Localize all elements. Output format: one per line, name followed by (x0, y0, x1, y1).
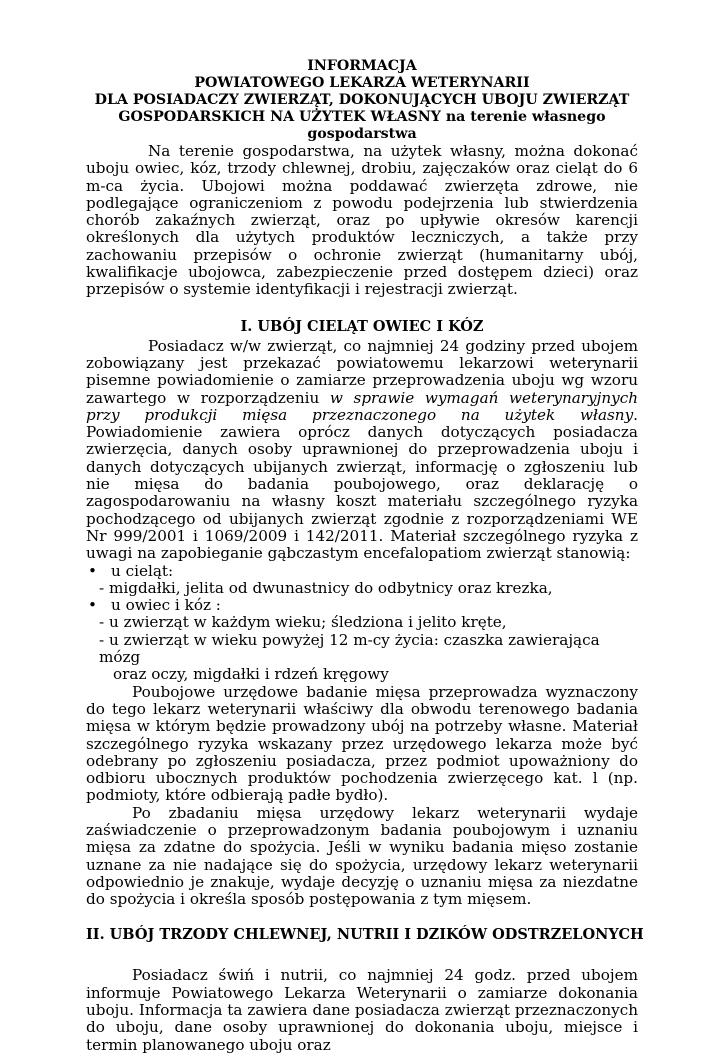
list-item-label: u cieląt: (111, 561, 174, 580)
list-subitem: - u zwierząt w wieku powyżej 12 m-cy życia: czaszka zawierająca mózg (99, 630, 600, 667)
list-item-label: u owiec i kóz : (111, 596, 221, 615)
title-line: GOSPODARSKICH NA UŻYTEK WŁASNY na terenie własnego (118, 109, 606, 125)
section1-p1-text-b: . Powiadomienie zawiera oprócz danych dotyczących posiadacza zwierzęcia, danych osoby uprawnionej do przeprowadzenia uboju i danych dotyczących ubijanych zwierząt, informację o zgłoszeniu lub nie mięsa do badania poubojowego, oraz deklarację o zagospodarowaniu na własny koszt materiału szczególnego ryzyka pochodzącego od ubijanych zwierząt zgodnie z rozporządzeniami WE Nr 999/2001 i 1069/2009 i 142/2011. Materiał szczególnego ryzyka z uwagi na zapobieganie gąbczastym encefalopatiom zwierząt stanowią: (86, 405, 638, 563)
list-subitem: - migdałki, jelita od dwunastnicy do odbytnicy oraz krezka, (99, 578, 553, 597)
document-title (86, 58, 638, 143)
section2-heading: II. UBÓJ TRZODY CHLEWNEJ, NUTRII I DZIKÓW ODSTRZELONYCH (86, 926, 644, 944)
list-subitem-continuation: oraz oczy, migdałki i rdzeń kręgowy (113, 665, 389, 684)
title-line: gospodarstwa (307, 126, 417, 142)
list-subitem: - u zwierząt w każdym wieku; śledziona i jelito kręte, (99, 613, 507, 632)
list-item-calves (86, 563, 638, 580)
section1-paragraph3: Po zbadaniu mięsa urzędowy lekarz weterynarii wydaje zaświadczenie o przeprowadzonym badania poubojowym i uznaniu mięsa za zdatne do spożycia. Jeśli w wyniku badania mięso zostanie uznane za nie nadające się do spożycia, urzędowy lekarz weterynarii odpowiednio je znakuje, wydaje decyzję o uznaniu mięsa za niezdatne do spożycia i określa sposób postępowania z tym mięsem. (86, 803, 638, 909)
section1-paragraph2: Poubojowe urzędowe badanie mięsa przeprowadza wyznaczony do tego lekarz weterynarii właściwy dla obwodu terenowego badania mięsa w którym będzie prowadzony ubój na potrzeby własne. Materiał szczególnego ryzyka wskazany przez urzędowego lekarza może być odebrany po zgłoszeniu posiadacza, przez podmiot upoważniony do odbioru ubocznych produktów pochodzenia zwierzęcego kat. l (np. podmioty, które odbierają padłe bydło). (86, 682, 638, 805)
title-line: DLA POSIADACZY ZWIERZĄT, DOKONUJĄCYCH UBOJU ZWIERZĄT (94, 92, 630, 108)
intro-paragraph: Na terenie gospodarstwa, na użytek własny, można dokonać uboju owiec, kóz, trzody chlewnej, drobiu, zajęczaków oraz cieląt do 6 m-ca życia. Ubojowi można poddawać zwierzęta zdrowe, nie podlegające ograniczeniom z powodu podejrzenia lub stwierdzenia chorób zakaźnych zwierząt, oraz po upływie okresów karencji określonych dla użytych produktów leczniczych, a także przy zachowaniu przepisów o ochronie zwierząt (humanitarny ubój, kwalifikacje ubojowca, zabezpieczenie przed dostępem dzieci) oraz przepisów o systemie identyfikacji i rejestracji zwierząt. (86, 142, 638, 299)
section1-heading: I. UBÓJ CIELĄT OWIEC I KÓZ (240, 317, 484, 335)
title-line: INFORMACJA (307, 58, 417, 74)
section2-paragraph1: Posiadacz świń i nutrii, co najmniej 24 godz. przed ubojem informuje Powiatowego Lekarza Weterynarii o zamiarze dokonania uboju. Informacja ta zawiera dane posiadacza zwierząt przeznaczonych do uboju, dane osoby uprawnionej do dokonania uboju, miejsce i termin planowanego uboju oraz (86, 966, 638, 1054)
srm-list-2 (86, 597, 638, 614)
section1-paragraph1 (86, 338, 638, 563)
document-page (86, 58, 644, 1054)
title-line: POWIATOWEGO LEKARZA WETERYNARII (194, 75, 530, 91)
list-item-sheep-goats (86, 597, 638, 614)
section1-p1-italic: w sprawie wymagań weterynaryjnych przy produkcji mięsa przeznaczonego na użytek własny (86, 388, 638, 424)
srm-list (86, 563, 638, 580)
section1-p1-text-a: Posiadacz w/w zwierząt, co najmniej 24 godziny przed ubojem zobowiązany jest przekazać powiatowemu lekarzowi weterynarii pisemne powiadomienie o zamiarze przeprowadzenia uboju wg wzoru zawartego w rozporządzeniu (86, 336, 638, 407)
